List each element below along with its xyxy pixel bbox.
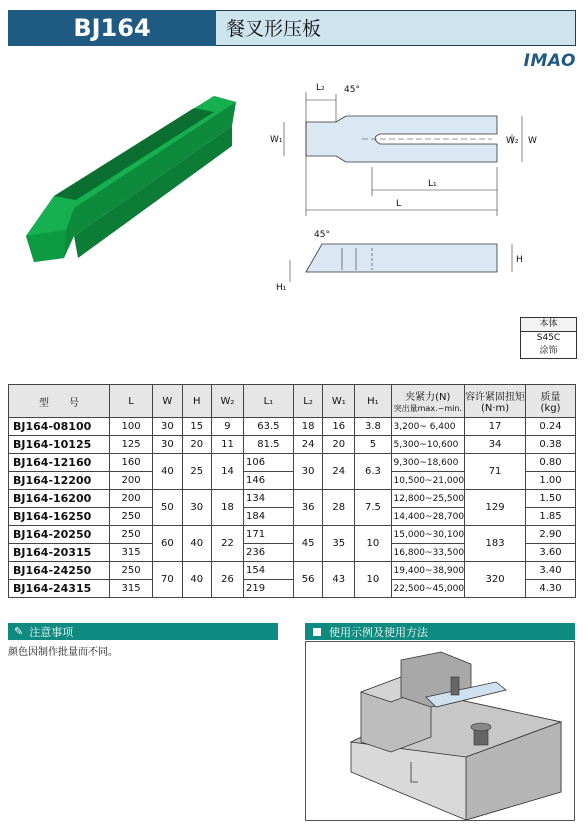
col-force — [391, 385, 465, 418]
cell-l: 250 — [110, 562, 153, 580]
cell-l2: 30 — [293, 454, 322, 490]
cell-model: BJ164-24315 — [9, 580, 110, 598]
cell-h1: 7.5 — [355, 490, 391, 526]
cell-l: 200 — [110, 490, 153, 508]
material-line2: 涂饰 — [539, 346, 558, 356]
brand-logo: IMAO — [523, 51, 576, 71]
cell-force: 22,500~45,000 — [391, 580, 465, 598]
dim-angle-side-label: 45° — [314, 230, 330, 240]
cell-w1: 24 — [323, 454, 355, 490]
col-force-label: 夹紧力(N) — [405, 392, 451, 403]
cell-l1: 134 — [243, 490, 293, 508]
cell-h1: 6.3 — [355, 454, 391, 490]
cell-model: BJ164-08100 — [9, 418, 110, 436]
table-row — [9, 454, 576, 472]
cell-force: 5,300~10,600 — [391, 436, 465, 454]
cell-l1: 154 — [243, 562, 293, 580]
cell-torque: 34 — [465, 436, 526, 454]
cell-w: 70 — [153, 562, 182, 598]
col-w2: W₂ — [212, 385, 244, 418]
material-box — [520, 317, 577, 359]
cell-l: 125 — [110, 436, 153, 454]
col-model: 型 号 — [9, 385, 110, 418]
cell-l: 315 — [110, 544, 153, 562]
dim-w2-label: W₂ — [506, 136, 519, 146]
cell-mass: 0.80 — [526, 454, 576, 472]
cell-w: 30 — [153, 436, 182, 454]
col-force-sub: 突出量max.~min. — [393, 404, 462, 413]
col-l1: L₁ — [243, 385, 293, 418]
cell-force: 10,500~21,000 — [391, 472, 465, 490]
cell-force: 14,400~28,700 — [391, 508, 465, 526]
col-torque — [465, 385, 526, 418]
cell-l2: 45 — [293, 526, 322, 562]
cell-model: BJ164-10125 — [9, 436, 110, 454]
col-l: L — [110, 385, 153, 418]
cell-w1: 28 — [323, 490, 355, 526]
cell-l2: 18 — [293, 418, 322, 436]
cell-h1: 10 — [355, 526, 391, 562]
spec-table — [8, 384, 576, 598]
cell-w: 30 — [153, 418, 182, 436]
material-header: 本体 — [521, 318, 576, 332]
example-heading-bar — [305, 623, 575, 640]
dim-h1-label: H₁ — [276, 283, 287, 293]
cell-w2: 22 — [212, 526, 244, 562]
cell-l: 100 — [110, 418, 153, 436]
product-image — [14, 86, 244, 276]
cell-w: 50 — [153, 490, 182, 526]
cell-w1: 35 — [323, 526, 355, 562]
cell-w2: 9 — [212, 418, 244, 436]
cell-h1: 5 — [355, 436, 391, 454]
col-w1: W₁ — [323, 385, 355, 418]
cell-w1: 43 — [323, 562, 355, 598]
cell-l1: 184 — [243, 508, 293, 526]
cell-l1: 106 — [243, 454, 293, 472]
table-row — [9, 562, 576, 580]
product-name: 餐叉形压板 — [226, 18, 322, 40]
cell-force: 12,800~25,500 — [391, 490, 465, 508]
col-mass-sub: (kg) — [540, 403, 561, 414]
col-mass — [526, 385, 576, 418]
dim-l-label: L — [396, 199, 402, 209]
dim-w-label: W — [528, 136, 537, 146]
cell-mass: 3.60 — [526, 544, 576, 562]
cell-torque: 129 — [465, 490, 526, 526]
notes-heading-bar — [8, 623, 278, 640]
cell-model: BJ164-20250 — [9, 526, 110, 544]
cell-l: 250 — [110, 508, 153, 526]
col-h1: H₁ — [355, 385, 391, 418]
cell-force: 15,000~30,100 — [391, 526, 465, 544]
cell-l1: 81.5 — [243, 436, 293, 454]
product-code: BJ164 — [8, 10, 216, 46]
dim-l2-label: L₂ — [316, 83, 325, 93]
dim-l1-label: L₁ — [428, 179, 437, 189]
cell-model: BJ164-20315 — [9, 544, 110, 562]
cell-w: 40 — [153, 454, 182, 490]
cell-force: 19,400~38,900 — [391, 562, 465, 580]
usage-illustration — [306, 642, 574, 820]
pencil-icon: ✎ — [14, 625, 24, 638]
cell-mass: 4.30 — [526, 580, 576, 598]
cell-mass: 1.00 — [526, 472, 576, 490]
cell-model: BJ164-16250 — [9, 508, 110, 526]
cell-force: 9,300~18,600 — [391, 454, 465, 472]
cell-model: BJ164-24250 — [9, 562, 110, 580]
col-l2: L₂ — [293, 385, 322, 418]
cell-l: 250 — [110, 526, 153, 544]
cell-model: BJ164-12200 — [9, 472, 110, 490]
table-row — [9, 526, 576, 544]
dimension-drawing — [262, 72, 562, 302]
usage-example-box — [305, 641, 575, 821]
square-icon — [313, 628, 321, 636]
cell-torque: 183 — [465, 526, 526, 562]
cell-mass: 1.50 — [526, 490, 576, 508]
cell-mass: 0.24 — [526, 418, 576, 436]
col-mass-label: 质量 — [540, 392, 561, 403]
cell-w2: 11 — [212, 436, 244, 454]
cell-mass: 1.85 — [526, 508, 576, 526]
material-line1: S45C — [536, 333, 561, 343]
table-row — [9, 490, 576, 508]
notes-title: 注意事项 — [29, 625, 74, 639]
cell-torque: 320 — [465, 562, 526, 598]
cell-l2: 36 — [293, 490, 322, 526]
col-w: W — [153, 385, 182, 418]
cell-l1: 236 — [243, 544, 293, 562]
col-h: H — [182, 385, 211, 418]
cell-h: 20 — [182, 436, 211, 454]
cell-l: 200 — [110, 472, 153, 490]
cell-h: 30 — [182, 490, 211, 526]
cell-l2: 24 — [293, 436, 322, 454]
cell-l1: 146 — [243, 472, 293, 490]
cell-w2: 14 — [212, 454, 244, 490]
cell-w1: 16 — [323, 418, 355, 436]
cell-w: 60 — [153, 526, 182, 562]
cell-h: 25 — [182, 454, 211, 490]
col-torque-label: 容许紧固扭矩 — [465, 392, 526, 403]
cell-torque: 17 — [465, 418, 526, 436]
cell-model: BJ164-12160 — [9, 454, 110, 472]
dim-angle-top-label: 45° — [344, 85, 360, 95]
cell-h: 15 — [182, 418, 211, 436]
table-row — [9, 436, 576, 454]
table-row — [9, 418, 576, 436]
cell-mass: 3.40 — [526, 562, 576, 580]
cell-h: 40 — [182, 526, 211, 562]
notes-text: 颜色因制作批量而不同。 — [8, 647, 118, 658]
cell-h1: 3.8 — [355, 418, 391, 436]
cell-w2: 26 — [212, 562, 244, 598]
cell-mass: 2.90 — [526, 526, 576, 544]
cell-h1: 10 — [355, 562, 391, 598]
cell-w1: 20 — [323, 436, 355, 454]
cell-l1: 63.5 — [243, 418, 293, 436]
cell-force: 3,200~ 6,400 — [391, 418, 465, 436]
dim-h-label: H — [516, 255, 523, 265]
cell-w2: 18 — [212, 490, 244, 526]
cell-l2: 56 — [293, 562, 322, 598]
cell-torque: 71 — [465, 454, 526, 490]
cell-l1: 171 — [243, 526, 293, 544]
example-title: 使用示例及使用方法 — [329, 625, 428, 639]
cell-mass: 0.38 — [526, 436, 576, 454]
cell-model: BJ164-16200 — [9, 490, 110, 508]
col-torque-sub: (N·m) — [480, 403, 510, 414]
cell-l: 315 — [110, 580, 153, 598]
cell-force: 16,800~33,500 — [391, 544, 465, 562]
cell-l: 160 — [110, 454, 153, 472]
cell-l1: 219 — [243, 580, 293, 598]
dim-w1-label: W₁ — [270, 135, 283, 145]
cell-h: 40 — [182, 562, 211, 598]
